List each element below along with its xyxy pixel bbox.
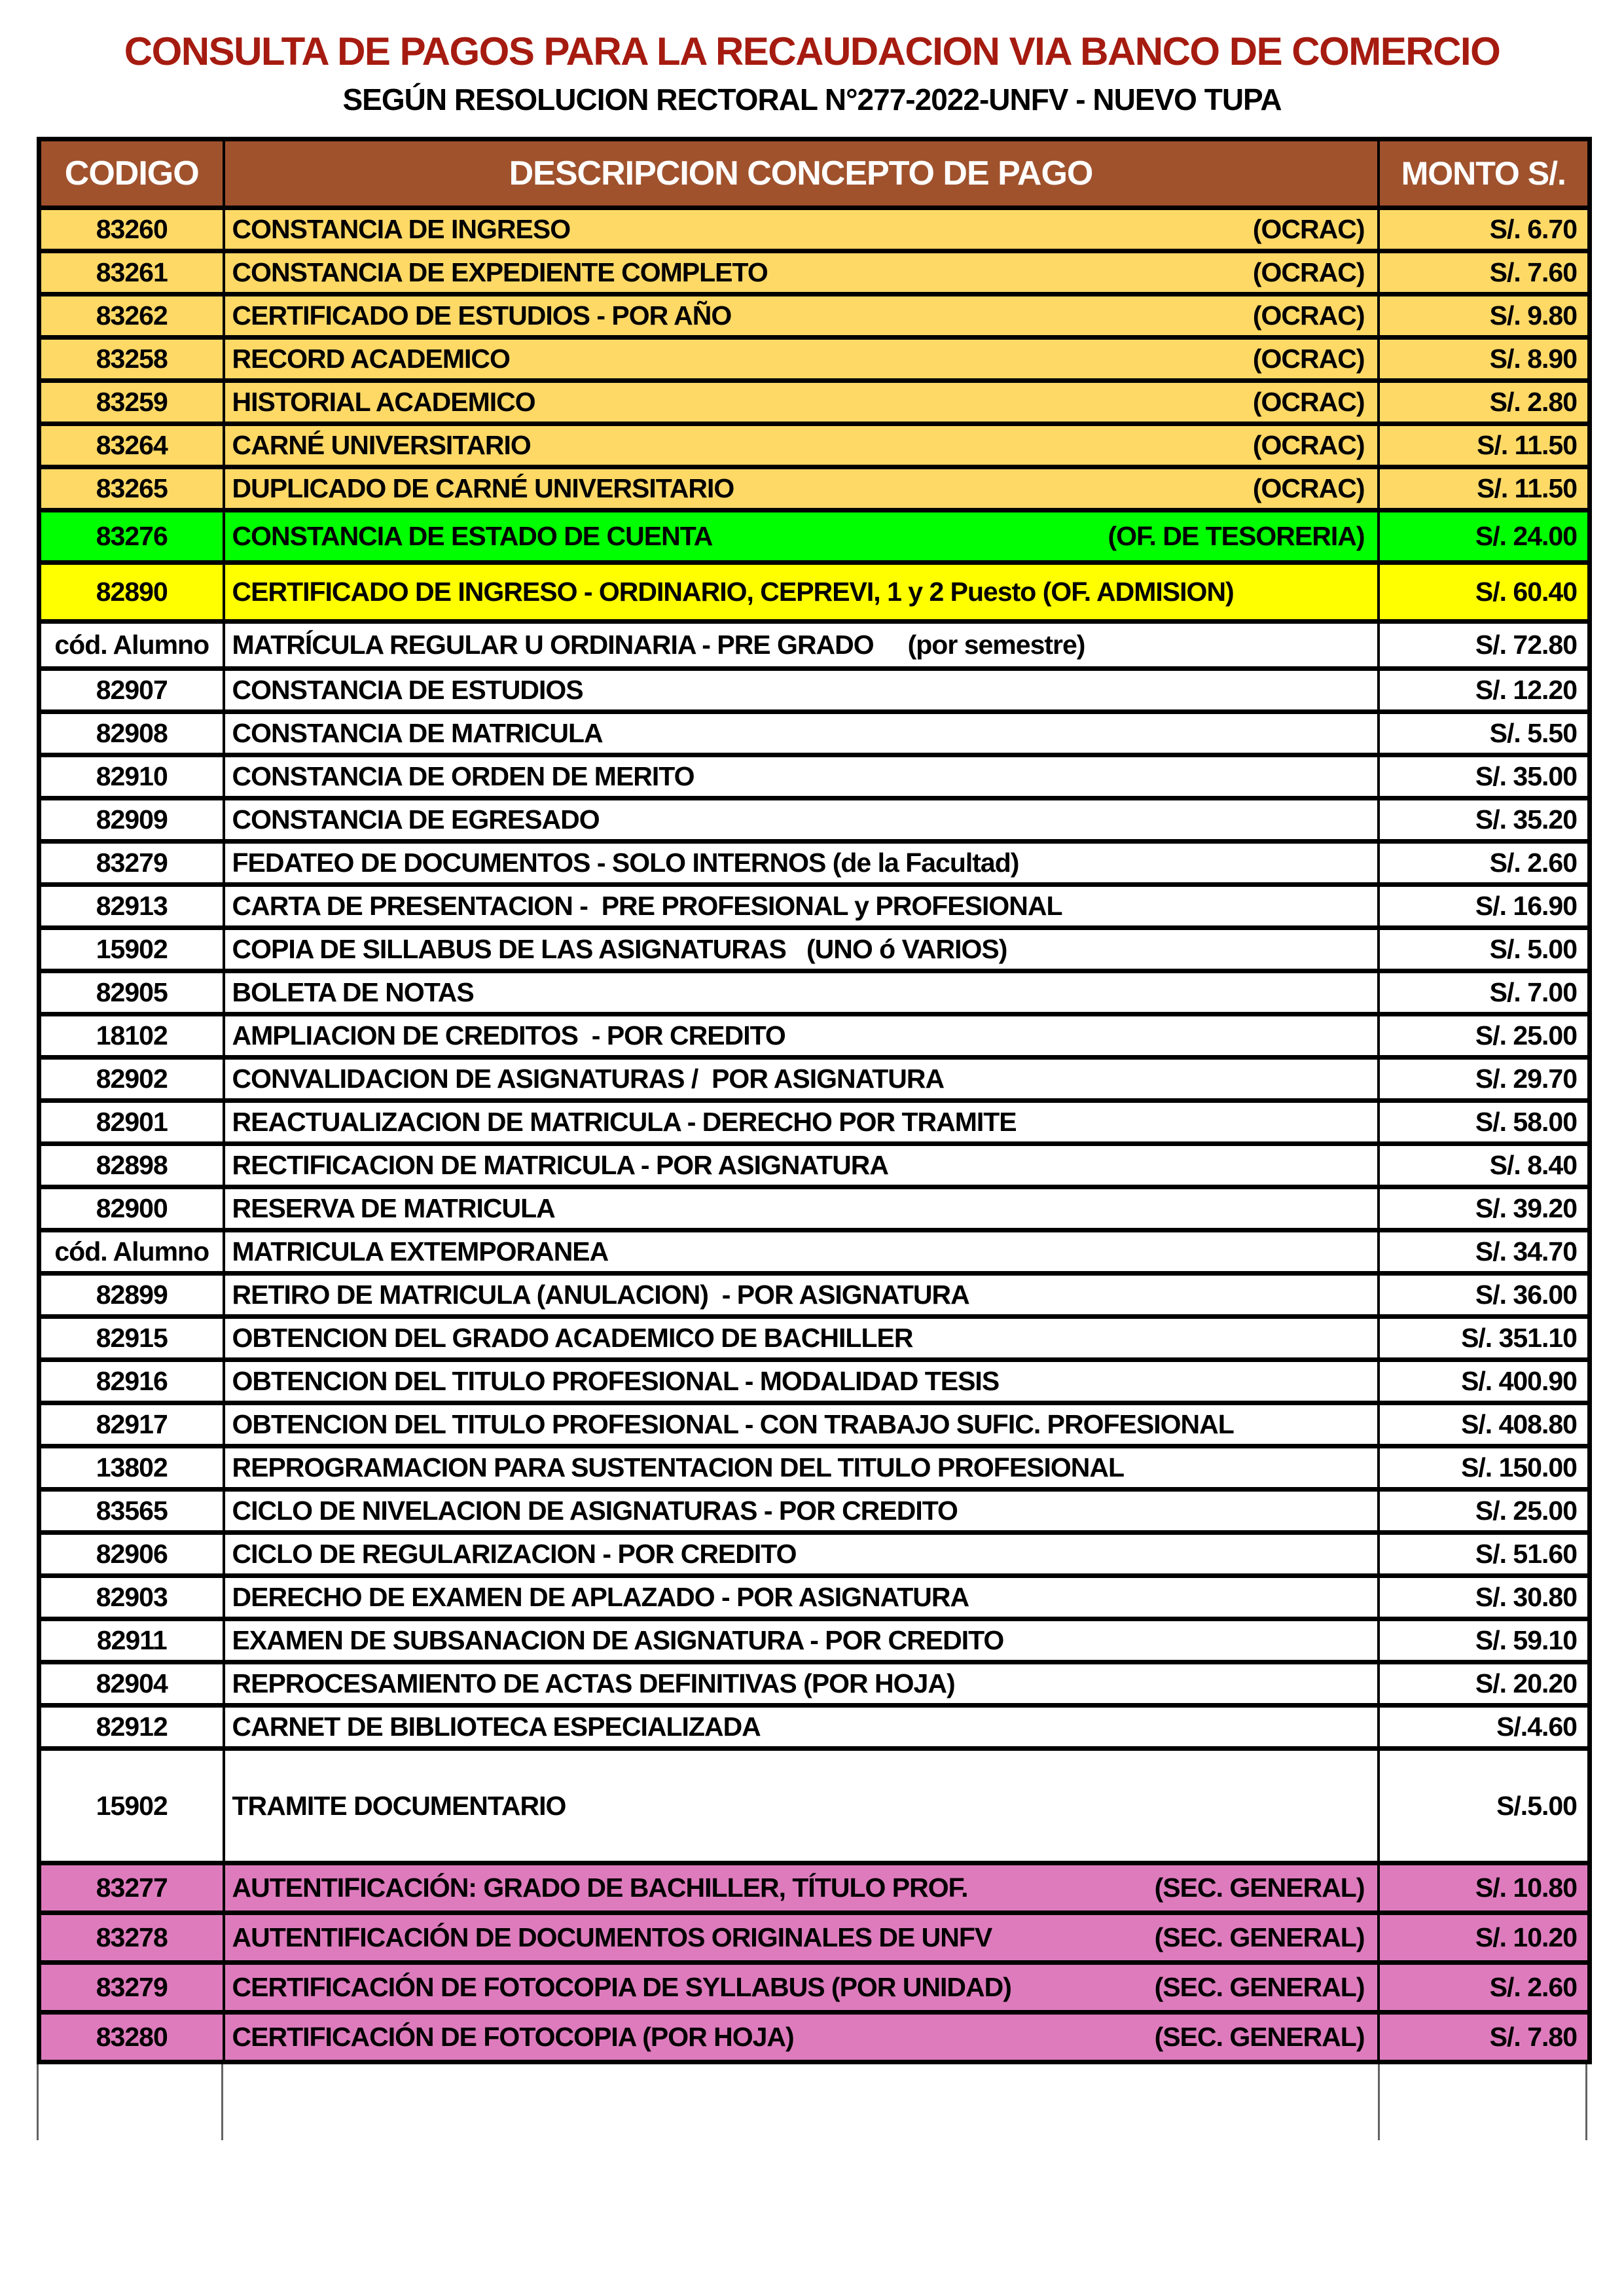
description-flex bbox=[226, 521, 1377, 552]
description-cell bbox=[224, 1058, 1379, 1101]
page-subtitle: SEGÚN RESOLUCION RECTORAL N°277-2022-UNFV - NUEVO TUPA bbox=[342, 82, 1282, 117]
description-flex bbox=[226, 1323, 1377, 1354]
description-text: FEDATEO DE DOCUMENTOS - SOLO INTERNOS (de la Facultad) bbox=[232, 848, 1019, 878]
table-row bbox=[39, 1662, 1590, 1706]
amount-cell: S/. 25.00 bbox=[1379, 1014, 1590, 1058]
table-row bbox=[39, 842, 1590, 885]
table-row bbox=[39, 1619, 1590, 1662]
description-flex bbox=[226, 1409, 1377, 1440]
gridline-stub bbox=[37, 2064, 39, 2140]
description-flex bbox=[226, 1539, 1377, 1570]
code-cell: 83264 bbox=[39, 424, 224, 467]
code-cell: 82899 bbox=[39, 1274, 224, 1317]
description-text: COPIA DE SILLABUS DE LAS ASIGNATURAS (UNO ó VARIOS) bbox=[232, 934, 1007, 964]
amount-cell: S/. 11.50 bbox=[1379, 467, 1590, 511]
amount-cell: S/. 39.20 bbox=[1379, 1187, 1590, 1230]
description-cell bbox=[224, 669, 1379, 712]
description-flex bbox=[226, 1236, 1377, 1267]
gridline-stub bbox=[221, 2064, 223, 2140]
amount-cell: S/. 58.00 bbox=[1379, 1101, 1590, 1144]
table-row bbox=[39, 2013, 1590, 2062]
amount-cell: S/. 5.50 bbox=[1379, 712, 1590, 755]
description-text: AMPLIACION DE CREDITOS - POR CREDITO bbox=[232, 1020, 785, 1050]
code-cell: 83565 bbox=[39, 1490, 224, 1533]
description-flex bbox=[226, 1873, 1377, 1903]
description-cell bbox=[224, 1863, 1379, 1913]
description-text: CERTIFICACIÓN DE FOTOCOPIA DE SYLLABUS (POR UNIDAD) bbox=[232, 1972, 1011, 2002]
page-title: CONSULTA DE PAGOS PARA LA RECAUDACION VIA BANCO DE COMERCIO bbox=[124, 29, 1500, 73]
amount-cell: S/. 400.90 bbox=[1379, 1360, 1590, 1403]
table-row bbox=[39, 208, 1590, 251]
amount-cell: S/. 60.40 bbox=[1379, 563, 1590, 622]
code-cell: 82912 bbox=[39, 1706, 224, 1749]
description-text: REACTUALIZACION DE MATRICULA - DERECHO POR TRAMITE bbox=[232, 1107, 1017, 1137]
code-cell: 15902 bbox=[39, 928, 224, 971]
description-cell bbox=[224, 1360, 1379, 1403]
code-cell: cód. Alumno bbox=[39, 622, 224, 669]
code-cell: 82901 bbox=[39, 1101, 224, 1144]
description-text: CONSTANCIA DE ORDEN DE MERITO bbox=[232, 761, 695, 791]
description-flex bbox=[226, 1625, 1377, 1656]
description-cell bbox=[224, 1230, 1379, 1274]
amount-cell: S/. 2.60 bbox=[1379, 1963, 1590, 2013]
office-label: (SEC. GENERAL) bbox=[1154, 2022, 1365, 2052]
code-cell: 82909 bbox=[39, 798, 224, 842]
office-label: (OCRAC) bbox=[1252, 214, 1365, 244]
description-flex bbox=[226, 1107, 1377, 1138]
code-cell: 82902 bbox=[39, 1058, 224, 1101]
table-row bbox=[39, 1230, 1590, 1274]
description-text: BOLETA DE NOTAS bbox=[232, 977, 474, 1007]
description-flex bbox=[226, 1582, 1377, 1613]
code-cell: 83259 bbox=[39, 381, 224, 424]
table-row bbox=[39, 1913, 1590, 1963]
description-cell bbox=[224, 1619, 1379, 1662]
amount-cell: S/. 351.10 bbox=[1379, 1317, 1590, 1360]
description-cell bbox=[224, 208, 1379, 251]
description-cell bbox=[224, 1446, 1379, 1490]
code-cell: 82916 bbox=[39, 1360, 224, 1403]
description-flex bbox=[226, 1712, 1377, 1742]
description-cell bbox=[224, 1274, 1379, 1317]
description-flex bbox=[226, 891, 1377, 922]
description-cell bbox=[224, 842, 1379, 885]
amount-cell: S/.4.60 bbox=[1379, 1706, 1590, 1749]
description-text: RETIRO DE MATRICULA (ANULACION) - POR ASIGNATURA bbox=[232, 1280, 969, 1310]
office-label: (OCRAC) bbox=[1252, 430, 1365, 460]
description-text: CICLO DE NIVELACION DE ASIGNATURAS - POR CREDITO bbox=[232, 1496, 958, 1526]
description-cell bbox=[224, 1662, 1379, 1706]
description-cell bbox=[224, 1187, 1379, 1230]
table-row bbox=[39, 1058, 1590, 1101]
description-cell bbox=[224, 755, 1379, 798]
amount-cell: S/. 20.20 bbox=[1379, 1662, 1590, 1706]
description-text: OBTENCION DEL TITULO PROFESIONAL - CON TRABAJO SUFIC. PROFESIONAL bbox=[232, 1409, 1234, 1439]
table-row bbox=[39, 424, 1590, 467]
amount-cell: S/. 30.80 bbox=[1379, 1576, 1590, 1619]
description-flex bbox=[226, 387, 1377, 418]
table-row bbox=[39, 1274, 1590, 1317]
table-row bbox=[39, 928, 1590, 971]
amount-cell: S/. 5.00 bbox=[1379, 928, 1590, 971]
table-header bbox=[39, 139, 1590, 208]
amount-cell: S/.5.00 bbox=[1379, 1749, 1590, 1863]
code-cell: 82915 bbox=[39, 1317, 224, 1360]
amount-cell: S/. 150.00 bbox=[1379, 1446, 1590, 1490]
table-row bbox=[39, 971, 1590, 1014]
table-row bbox=[39, 338, 1590, 381]
description-cell bbox=[224, 1014, 1379, 1058]
description-cell bbox=[224, 712, 1379, 755]
description-flex bbox=[226, 2022, 1377, 2053]
amount-cell: S/. 11.50 bbox=[1379, 424, 1590, 467]
description-flex bbox=[226, 848, 1377, 878]
amount-cell: S/. 10.20 bbox=[1379, 1913, 1590, 1963]
description-flex bbox=[226, 577, 1377, 607]
description-flex bbox=[226, 344, 1377, 374]
description-text: OBTENCION DEL GRADO ACADEMICO DE BACHILLER bbox=[232, 1323, 913, 1353]
payments-table bbox=[37, 137, 1592, 2064]
amount-cell: S/. 7.60 bbox=[1379, 251, 1590, 295]
amount-cell: S/. 2.80 bbox=[1379, 381, 1590, 424]
description-flex bbox=[226, 1366, 1377, 1397]
description-cell bbox=[224, 563, 1379, 622]
code-cell: 82908 bbox=[39, 712, 224, 755]
description-cell bbox=[224, 971, 1379, 1014]
amount-cell: S/. 24.00 bbox=[1379, 511, 1590, 563]
description-cell bbox=[224, 798, 1379, 842]
code-cell: 83279 bbox=[39, 1963, 224, 2013]
table-row bbox=[39, 1963, 1590, 2013]
amount-cell: S/. 35.00 bbox=[1379, 755, 1590, 798]
description-text: CERTIFICADO DE INGRESO - ORDINARIO, CEPREVI, 1 y 2 Puesto (OF. ADMISION) bbox=[232, 577, 1234, 607]
table-body bbox=[39, 208, 1590, 2062]
payments-table-wrap bbox=[37, 137, 1587, 2064]
table-row bbox=[39, 1101, 1590, 1144]
description-text: DERECHO DE EXAMEN DE APLAZADO - POR ASIGNATURA bbox=[232, 1582, 969, 1612]
table-row bbox=[39, 622, 1590, 669]
description-flex bbox=[226, 1972, 1377, 2003]
table-row bbox=[39, 1576, 1590, 1619]
description-flex bbox=[226, 934, 1377, 965]
description-cell bbox=[224, 1317, 1379, 1360]
description-text: CERTIFICADO DE ESTUDIOS - POR AÑO bbox=[232, 300, 732, 331]
description-flex bbox=[226, 718, 1377, 749]
table-row bbox=[39, 1706, 1590, 1749]
code-cell: 82890 bbox=[39, 563, 224, 622]
amount-cell: S/. 6.70 bbox=[1379, 208, 1590, 251]
code-cell: 83276 bbox=[39, 511, 224, 563]
description-text: DUPLICADO DE CARNÉ UNIVERSITARIO bbox=[232, 473, 734, 503]
description-text: AUTENTIFICACIÓN DE DOCUMENTOS ORIGINALES DE UNFV bbox=[232, 1922, 992, 1952]
description-cell bbox=[224, 885, 1379, 928]
description-text: CONSTANCIA DE MATRICULA bbox=[232, 718, 603, 748]
table-row bbox=[39, 251, 1590, 295]
amount-cell: S/. 8.40 bbox=[1379, 1144, 1590, 1187]
description-text: CONSTANCIA DE INGRESO bbox=[232, 214, 571, 244]
description-cell bbox=[224, 251, 1379, 295]
table-row bbox=[39, 467, 1590, 511]
description-text: CONVALIDACION DE ASIGNATURAS / POR ASIGNATURA bbox=[232, 1064, 945, 1094]
amount-cell: S/. 34.70 bbox=[1379, 1230, 1590, 1274]
table-row bbox=[39, 511, 1590, 563]
table-row bbox=[39, 1187, 1590, 1230]
description-text: RESERVA DE MATRICULA bbox=[232, 1193, 555, 1223]
table-row bbox=[39, 1533, 1590, 1576]
table-row bbox=[39, 1360, 1590, 1403]
office-label: (OF. DE TESORERIA) bbox=[1108, 521, 1365, 551]
description-cell bbox=[224, 338, 1379, 381]
description-text: OBTENCION DEL TITULO PROFESIONAL - MODALIDAD TESIS bbox=[232, 1366, 1000, 1396]
header-row bbox=[39, 139, 1590, 208]
description-cell bbox=[224, 2013, 1379, 2062]
office-label: (OCRAC) bbox=[1252, 300, 1365, 331]
description-flex bbox=[226, 1193, 1377, 1224]
description-flex bbox=[226, 473, 1377, 504]
amount-cell: S/. 16.90 bbox=[1379, 885, 1590, 928]
office-label: (OCRAC) bbox=[1252, 257, 1365, 287]
office-label: (OCRAC) bbox=[1252, 344, 1365, 374]
description-flex bbox=[226, 977, 1377, 1008]
amount-cell: S/. 36.00 bbox=[1379, 1274, 1590, 1317]
description-text: RECTIFICACION DE MATRICULA - POR ASIGNATURA bbox=[232, 1150, 888, 1180]
column-header-monto: MONTO S/. bbox=[1379, 139, 1590, 208]
description-flex bbox=[226, 1922, 1377, 1953]
code-cell: 15902 bbox=[39, 1749, 224, 1863]
description-cell bbox=[224, 1144, 1379, 1187]
code-cell: 82905 bbox=[39, 971, 224, 1014]
description-cell bbox=[224, 1913, 1379, 1963]
code-cell: 82906 bbox=[39, 1533, 224, 1576]
table-row bbox=[39, 885, 1590, 928]
amount-cell: S/. 9.80 bbox=[1379, 295, 1590, 338]
description-flex bbox=[226, 675, 1377, 706]
amount-cell: S/. 12.20 bbox=[1379, 669, 1590, 712]
table-row bbox=[39, 295, 1590, 338]
amount-cell: S/. 8.90 bbox=[1379, 338, 1590, 381]
code-cell: 83279 bbox=[39, 842, 224, 885]
table-row bbox=[39, 755, 1590, 798]
description-cell bbox=[224, 1706, 1379, 1749]
office-label: (OCRAC) bbox=[1252, 387, 1365, 417]
code-cell: 83262 bbox=[39, 295, 224, 338]
description-cell bbox=[224, 1533, 1379, 1576]
table-row bbox=[39, 381, 1590, 424]
description-flex bbox=[226, 630, 1377, 660]
amount-cell: S/. 59.10 bbox=[1379, 1619, 1590, 1662]
table-row bbox=[39, 669, 1590, 712]
description-text: CICLO DE REGULARIZACION - POR CREDITO bbox=[232, 1539, 797, 1569]
description-text: AUTENTIFICACIÓN: GRADO DE BACHILLER, TÍTULO PROF. bbox=[232, 1873, 968, 1903]
below-table-gridline-stubs bbox=[37, 2064, 1587, 2143]
table-row bbox=[39, 1446, 1590, 1490]
description-text: HISTORIAL ACADEMICO bbox=[232, 387, 535, 417]
table-row bbox=[39, 712, 1590, 755]
description-text: CONSTANCIA DE ESTUDIOS bbox=[232, 675, 583, 705]
description-flex bbox=[226, 430, 1377, 461]
table-row bbox=[39, 1490, 1590, 1533]
amount-cell: S/. 29.70 bbox=[1379, 1058, 1590, 1101]
amount-cell: S/. 25.00 bbox=[1379, 1490, 1590, 1533]
code-cell: 83258 bbox=[39, 338, 224, 381]
table-row bbox=[39, 1863, 1590, 1913]
code-cell: 82917 bbox=[39, 1403, 224, 1446]
office-label: (OCRAC) bbox=[1252, 473, 1365, 503]
code-cell: 82907 bbox=[39, 669, 224, 712]
code-cell: 82911 bbox=[39, 1619, 224, 1662]
description-flex bbox=[226, 1668, 1377, 1699]
code-cell: 82904 bbox=[39, 1662, 224, 1706]
table-row bbox=[39, 563, 1590, 622]
description-cell bbox=[224, 1403, 1379, 1446]
description-text: REPROCESAMIENTO DE ACTAS DEFINITIVAS (POR HOJA) bbox=[232, 1668, 955, 1698]
amount-cell: S/. 72.80 bbox=[1379, 622, 1590, 669]
amount-cell: S/. 7.00 bbox=[1379, 971, 1590, 1014]
code-cell: 82898 bbox=[39, 1144, 224, 1187]
description-cell bbox=[224, 1963, 1379, 2013]
code-cell: 83277 bbox=[39, 1863, 224, 1913]
table-row bbox=[39, 1403, 1590, 1446]
description-flex bbox=[226, 1064, 1377, 1094]
table-row bbox=[39, 1144, 1590, 1187]
description-flex bbox=[226, 1452, 1377, 1483]
description-flex bbox=[226, 214, 1377, 245]
code-cell: 82910 bbox=[39, 755, 224, 798]
description-cell bbox=[224, 622, 1379, 669]
office-label: (SEC. GENERAL) bbox=[1154, 1922, 1365, 1952]
amount-cell: S/. 408.80 bbox=[1379, 1403, 1590, 1446]
description-cell bbox=[224, 467, 1379, 511]
code-cell: 82903 bbox=[39, 1576, 224, 1619]
amount-cell: S/. 51.60 bbox=[1379, 1533, 1590, 1576]
amount-cell: S/. 10.80 bbox=[1379, 1863, 1590, 1913]
description-cell bbox=[224, 1749, 1379, 1863]
office-label: (SEC. GENERAL) bbox=[1154, 1873, 1365, 1903]
description-text: RECORD ACADEMICO bbox=[232, 344, 510, 374]
description-text: CONSTANCIA DE EXPEDIENTE COMPLETO bbox=[232, 257, 768, 287]
description-flex bbox=[226, 1791, 1377, 1821]
amount-cell: S/. 2.60 bbox=[1379, 842, 1590, 885]
code-cell: 83261 bbox=[39, 251, 224, 295]
gridline-stub bbox=[1585, 2064, 1587, 2140]
description-text: CARNÉ UNIVERSITARIO bbox=[232, 430, 531, 460]
description-cell bbox=[224, 1490, 1379, 1533]
description-cell bbox=[224, 295, 1379, 338]
table-row bbox=[39, 1749, 1590, 1863]
code-cell: 83265 bbox=[39, 467, 224, 511]
table-row bbox=[39, 798, 1590, 842]
description-text: MATRÍCULA REGULAR U ORDINARIA - PRE GRADO (por semestre) bbox=[232, 630, 1085, 660]
description-cell bbox=[224, 928, 1379, 971]
code-cell: 13802 bbox=[39, 1446, 224, 1490]
office-label: (SEC. GENERAL) bbox=[1154, 1972, 1365, 2002]
code-cell: cód. Alumno bbox=[39, 1230, 224, 1274]
description-flex bbox=[226, 257, 1377, 288]
description-flex bbox=[226, 1280, 1377, 1310]
gridline-stub bbox=[1378, 2064, 1380, 2140]
description-text: TRAMITE DOCUMENTARIO bbox=[232, 1790, 566, 1821]
description-text: CERTIFICACIÓN DE FOTOCOPIA (POR HOJA) bbox=[232, 2022, 794, 2052]
description-cell bbox=[224, 1576, 1379, 1619]
description-flex bbox=[226, 1020, 1377, 1051]
description-text: MATRICULA EXTEMPORANEA bbox=[232, 1236, 609, 1266]
description-flex bbox=[226, 804, 1377, 835]
table-row bbox=[39, 1317, 1590, 1360]
description-text: CARNET DE BIBLIOTECA ESPECIALIZADA bbox=[232, 1712, 761, 1742]
description-flex bbox=[226, 1496, 1377, 1526]
table-row bbox=[39, 1014, 1590, 1058]
description-text: REPROGRAMACION PARA SUSTENTACION DEL TITULO PROFESIONAL bbox=[232, 1452, 1125, 1482]
code-cell: 83280 bbox=[39, 2013, 224, 2062]
description-flex bbox=[226, 1150, 1377, 1181]
column-header-codigo: CODIGO bbox=[39, 139, 224, 208]
code-cell: 83278 bbox=[39, 1913, 224, 1963]
code-cell: 83260 bbox=[39, 208, 224, 251]
code-cell: 18102 bbox=[39, 1014, 224, 1058]
description-text: CARTA DE PRESENTACION - PRE PROFESIONAL y PROFESIONAL bbox=[232, 891, 1062, 921]
description-cell bbox=[224, 424, 1379, 467]
description-text: CONSTANCIA DE EGRESADO bbox=[232, 804, 600, 834]
column-header-descripcion: DESCRIPCION CONCEPTO DE PAGO bbox=[224, 139, 1379, 208]
amount-cell: S/. 7.80 bbox=[1379, 2013, 1590, 2062]
description-flex bbox=[226, 300, 1377, 331]
description-cell bbox=[224, 511, 1379, 563]
code-cell: 82900 bbox=[39, 1187, 224, 1230]
description-text: EXAMEN DE SUBSANACION DE ASIGNATURA - POR CREDITO bbox=[232, 1625, 1004, 1655]
amount-cell: S/. 35.20 bbox=[1379, 798, 1590, 842]
description-cell bbox=[224, 1101, 1379, 1144]
description-cell bbox=[224, 381, 1379, 424]
description-flex bbox=[226, 761, 1377, 792]
description-text: CONSTANCIA DE ESTADO DE CUENTA bbox=[232, 521, 713, 551]
code-cell: 82913 bbox=[39, 885, 224, 928]
